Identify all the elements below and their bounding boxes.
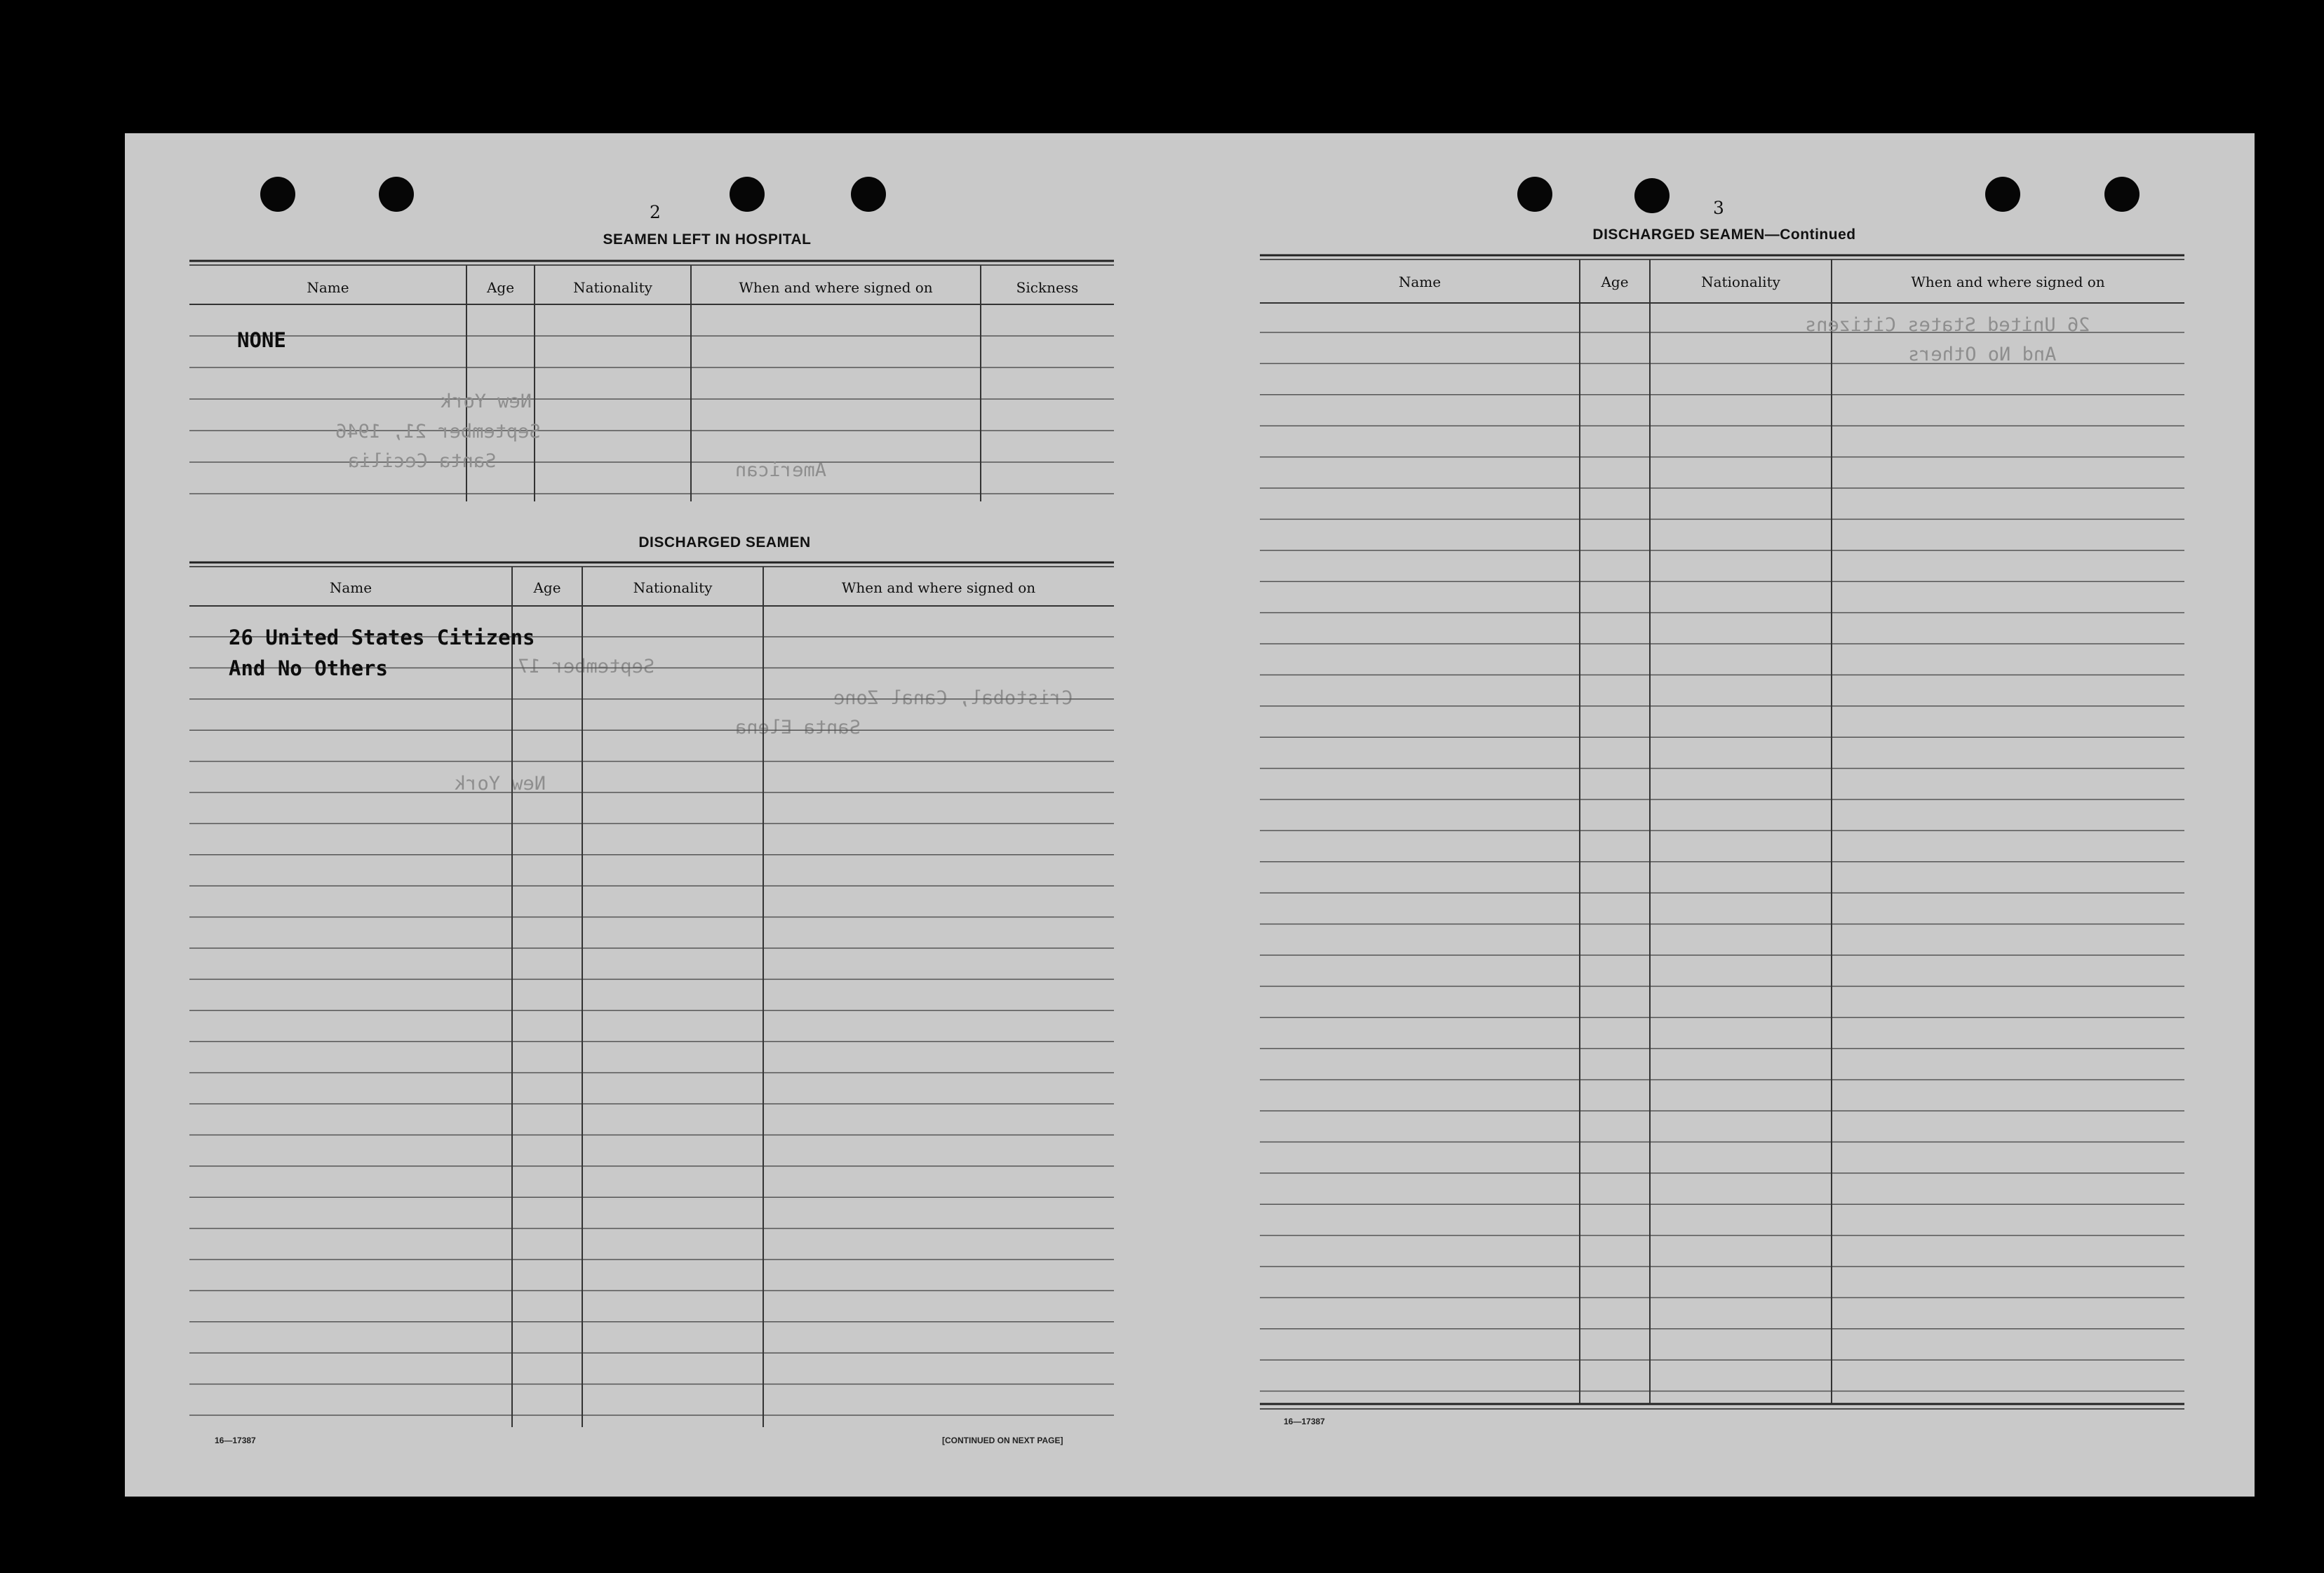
discharged-entry: 26 United States Citizens <box>229 626 535 649</box>
continued-note: [CONTINUED ON NEXT PAGE] <box>942 1436 1063 1445</box>
hospital-col-name: Name <box>307 279 349 296</box>
hospital-col-age: Age <box>486 279 515 296</box>
discharged-table-grid <box>189 561 1114 1431</box>
discharged-col-signed-on: When and where signed on <box>841 579 1036 596</box>
discharged-continued-title: DISCHARGED SEAMEN—Continued <box>1592 227 1856 243</box>
discharged-section-title: DISCHARGED SEAMEN <box>638 534 811 551</box>
continued-col-nationality: Nationality <box>1701 274 1780 290</box>
punch-hole <box>379 177 414 212</box>
punch-hole <box>851 177 886 212</box>
hospital-col-signed-on: When and where signed on <box>739 279 933 296</box>
hospital-col-sickness: Sickness <box>1016 279 1079 296</box>
continued-col-name: Name <box>1398 274 1442 290</box>
continued-col-age: Age <box>1601 274 1629 290</box>
show-through-text: New York <box>441 391 532 412</box>
show-through-text: And No Others <box>1908 344 2057 365</box>
hospital-col-nationality: Nationality <box>573 279 652 296</box>
punch-hole <box>1517 177 1552 212</box>
show-through-text: Santa Elena <box>735 717 861 738</box>
show-through-text: September 17 <box>518 656 655 677</box>
page-number-right: 3 <box>1713 198 1724 218</box>
document-sheet <box>125 133 2255 1497</box>
punch-hole <box>730 177 765 212</box>
page-number-left: 2 <box>650 202 661 222</box>
continued-col-signed-on: When and where signed on <box>1911 274 2105 290</box>
hospital-section-title: SEAMEN LEFT IN HOSPITAL <box>603 231 812 248</box>
hospital-entry-none: NONE <box>237 328 286 352</box>
punch-hole <box>260 177 295 212</box>
show-through-text: Cristobal, Canal Zone <box>833 687 1073 709</box>
show-through-text: September 21, 1946 <box>335 421 541 443</box>
discharged-col-name: Name <box>329 579 372 596</box>
show-through-text: Santa Cecilia <box>348 450 497 472</box>
hospital-table-grid <box>189 259 1114 505</box>
discharged-continued-grid <box>1260 254 2184 1415</box>
punch-hole <box>2104 177 2140 212</box>
show-through-text: American <box>735 459 827 481</box>
discharged-col-age: Age <box>533 579 561 596</box>
form-number-left: 16—17387 <box>215 1436 256 1445</box>
punch-hole <box>1634 178 1670 213</box>
show-through-text: 26 United States Citizens <box>1805 314 2090 336</box>
discharged-entry: And No Others <box>229 656 388 680</box>
form-number-right: 16—17387 <box>1284 1417 1325 1426</box>
discharged-col-nationality: Nationality <box>633 579 713 596</box>
show-through-text: New York <box>455 773 546 795</box>
punch-hole <box>1985 177 2020 212</box>
